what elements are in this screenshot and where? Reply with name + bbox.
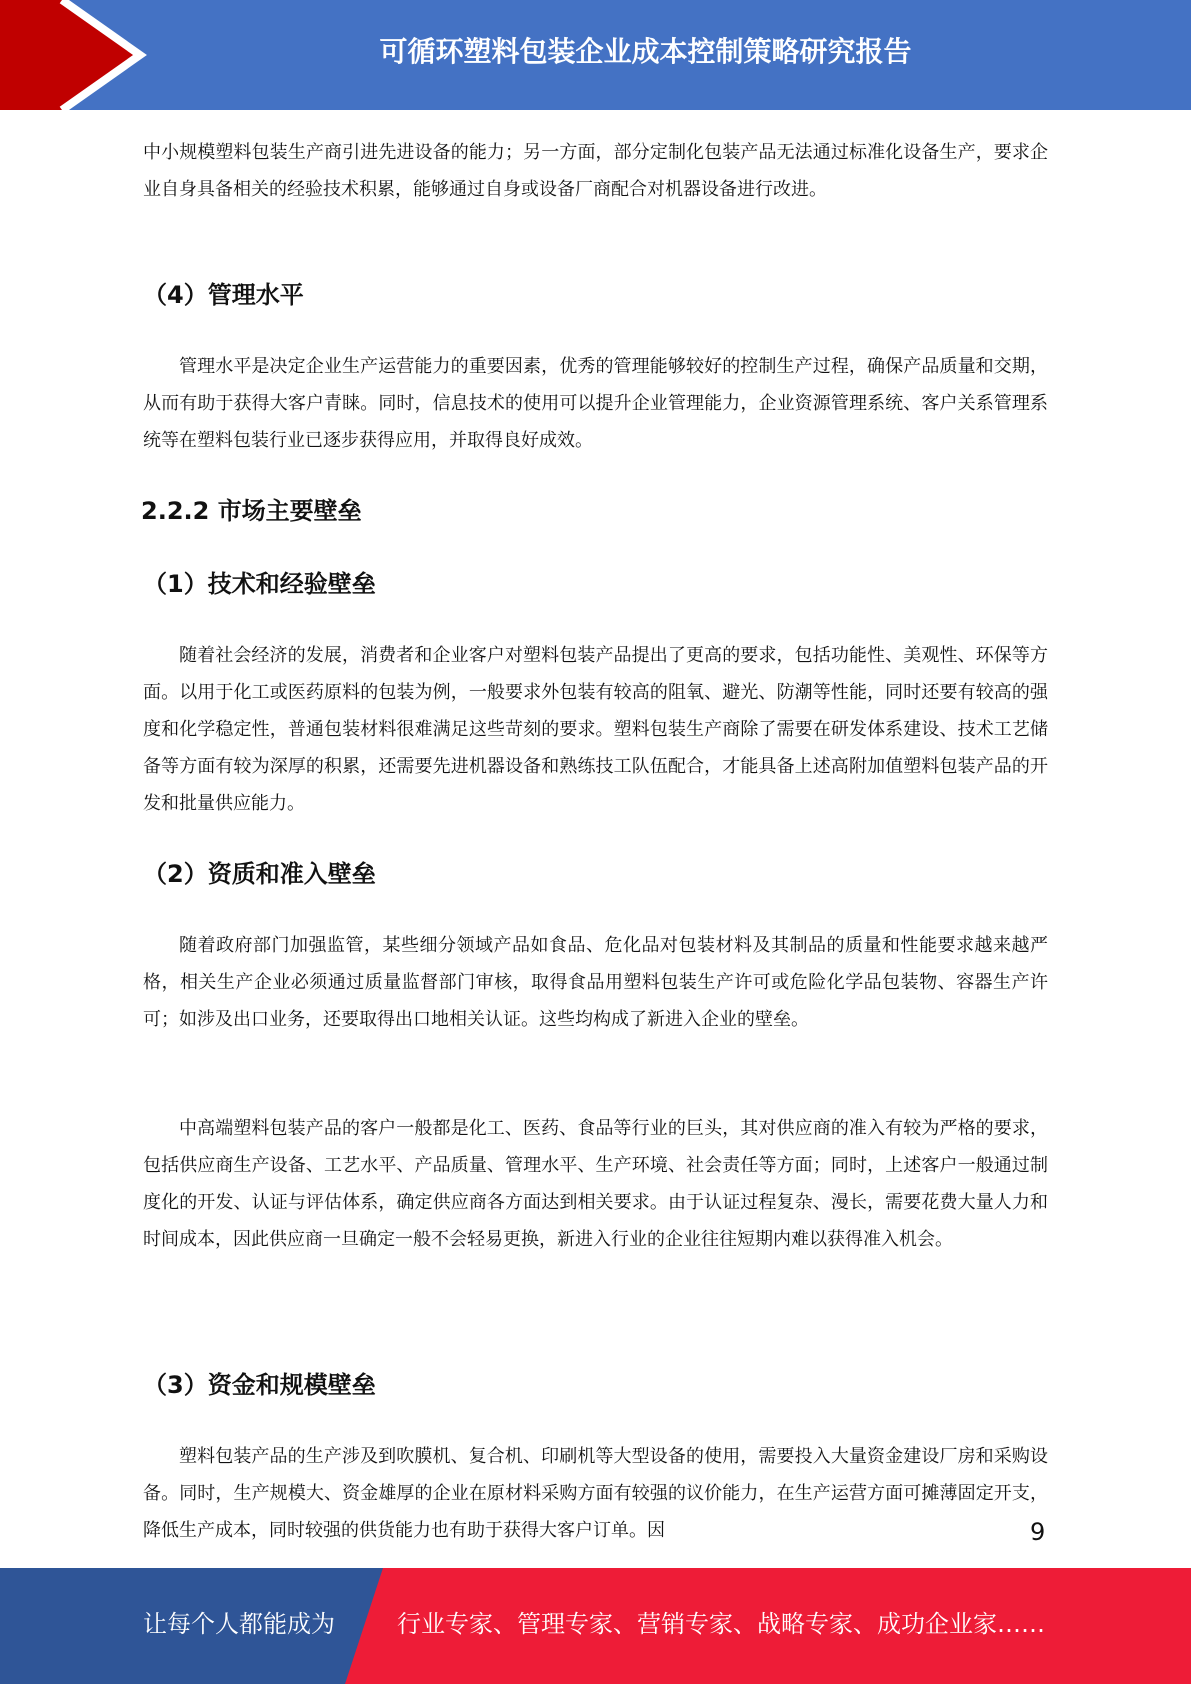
paragraph-text: 随着社会经济的发展，消费者和企业客户对塑料包装产品提出了更高的要求，包括功能性、美观性、环保等方面。以用于化工或医药原料的包装为例，一般要求外包装有较高的阻氧、避光、防潮等性能，同时还要有较高的强度和化学稳定性，普通包装材料很难满足这些苛刻的要求。塑料包装生产商除了需要在研发体系建设、技术工艺储备等方面有较为深厚的积累，还需要先进机器设备和熟练技工队伍配合，才能具备上述高附加值塑料包装产品的开发和批量供应能力。 bbox=[143, 645, 1048, 814]
paragraph-intro bbox=[143, 134, 1048, 208]
footer-slogan-right: 行业专家、管理专家、营销专家、战略专家、成功企业家…… bbox=[397, 1610, 1045, 1638]
paragraph-management bbox=[143, 348, 1048, 459]
paragraph-qualification-1 bbox=[143, 927, 1048, 1038]
report-title: 可循环塑料包装企业成本控制策略研究报告 bbox=[379, 35, 912, 68]
paragraph-text: 中小规模塑料包装生产商引进先进设备的能力；另一方面，部分定制化包装产品无法通过标准化设备生产，要求企业自身具备相关的经验技术积累，能够通过自身或设备厂商配合对机器设备进行改进。 bbox=[143, 142, 1048, 200]
footer-slogan-left: 让每个人都能成为 bbox=[143, 1610, 335, 1638]
paragraph-text: 随着政府部门加强监管，某些细分领域产品如食品、危化品对包装材料及其制品的质量和性能要求越来越严格，相关生产企业必须通过质量监督部门审核，取得食品用塑料包装生产许可或危险化学品包装物、容器生产许可；如涉及出口业务，还要取得出口地相关认证。这些均构成了新进入企业的壁垒。 bbox=[143, 935, 1048, 1030]
paragraph-text: 管理水平是决定企业生产运营能力的重要因素，优秀的管理能够较好的控制生产过程，确保产品质量和交期，从而有助于获得大客户青睐。同时，信息技术的使用可以提升企业管理能力，企业资源管理系统、客户关系管理系统等在塑料包装行业已逐步获得应用，并取得良好成效。 bbox=[143, 356, 1048, 451]
paragraph-qualification-2 bbox=[143, 1110, 1048, 1258]
page-number: 9 bbox=[1030, 1518, 1046, 1546]
page-header bbox=[0, 0, 1191, 110]
heading-qualification-barrier: （2）资质和准入壁垒 bbox=[143, 860, 376, 888]
paragraph-capital-barrier bbox=[143, 1438, 1048, 1549]
paragraph-text: 塑料包装产品的生产涉及到吹膜机、复合机、印刷机等大型设备的使用，需要投入大量资金建设厂房和采购设备。同时，生产规模大、资金雄厚的企业在原材料采购方面有较强的议价能力，在生产运营方面可摊薄固定开支，降低生产成本，同时较强的供货能力也有助于获得大客户订单。因 bbox=[143, 1446, 1048, 1541]
paragraph-tech-barrier bbox=[143, 637, 1048, 822]
page-footer bbox=[0, 1568, 1191, 1684]
heading-tech-barrier: （1）技术和经验壁垒 bbox=[143, 570, 376, 598]
heading-capital-barrier: （3）资金和规模壁垒 bbox=[143, 1371, 376, 1399]
paragraph-text: 中高端塑料包装产品的客户一般都是化工、医药、食品等行业的巨头，其对供应商的准入有较为严格的要求，包括供应商生产设备、工艺水平、产品质量、管理水平、生产环境、社会责任等方面；同时，上述客户一般通过制度化的开发、认证与评估体系，确定供应商各方面达到相关要求。由于认证过程复杂、漫长，需要花费大量人力和时间成本，因此供应商一旦确定一般不会轻易更换，新进入行业的企业往往短期内难以获得准入机会。 bbox=[143, 1118, 1048, 1250]
heading-management: （4）管理水平 bbox=[143, 281, 304, 309]
section-heading: 2.2.2 市场主要壁垒 bbox=[141, 497, 362, 525]
